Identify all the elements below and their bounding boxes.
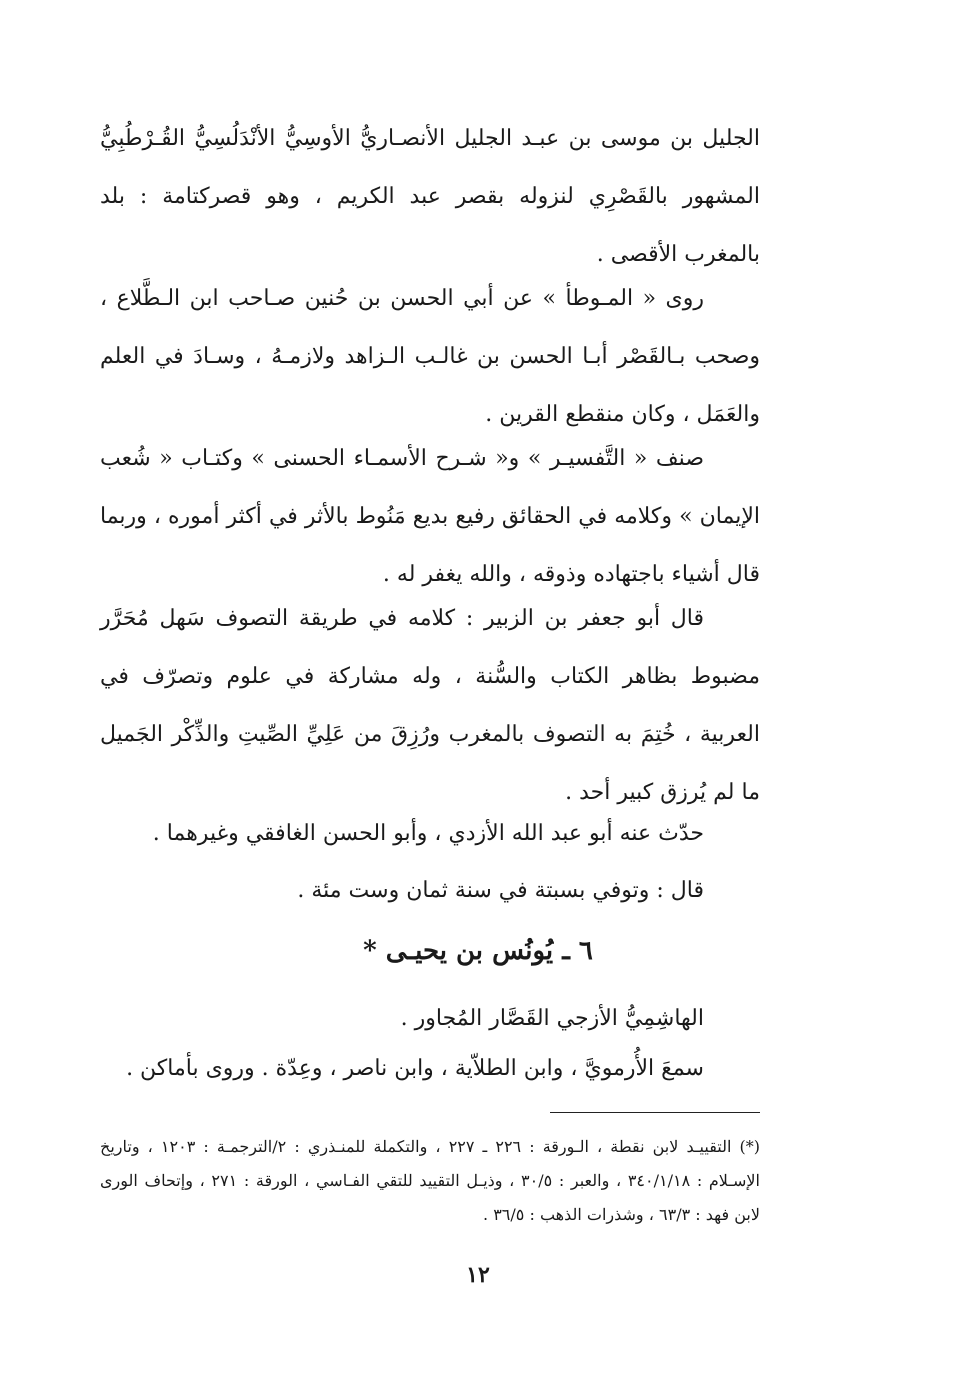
paragraph-works: صنف « التَّفسيـر » و« شـرح الأسمـاء الحسنى » وكتـاب « شُعب الإيمان » وكلامه في الحقائق رفيع بديع مَنُوط بالأثر في أكثر أموره ، وربما قال أشياء باجتهاده وذوقه ، والله يغفر له . xyxy=(100,446,760,587)
footnote-divider xyxy=(550,1112,760,1113)
paragraph-students: حدّث عنه أبو عبد الله الأزدي ، وأبو الحسن الغافقي وغيرهما . xyxy=(152,821,704,846)
entry-heading: ٦ ـ يُونُس بن يحيـى * xyxy=(363,936,593,966)
paragraph-lineage: الجليل بن موسى بن عبـد الجليل الأنصـاريُّ الأوسِيُّ الأنْدَلُسِيُّ القُـرْطُبِيُّ المشهور بالقَصْرِي لنزوله بقصر عبد الكريم ، وهو قصركتامة : بلد بالمغرب الأقصى . xyxy=(100,126,760,267)
footnote: (*) التقييـد لابن نقطة ، الـورقة : ٢٢٦ ـ ٢٢٧ ، والتكملة للمنـذري : ٢/الترجمـة : ١٢٠٣ ، وتاريخ الإسـلام : ٣٤٠/١/١٨ ، والعبر : ٣٠/٥ ، وذيـل التقييد للتقي الفـاسي ، الورقة : ٢٧١ ، وإتحاف الورى لابن فهد : ٦٣/٣ ، وشذرات الذهب : ٣٦/٥ . xyxy=(100,1137,761,1224)
paragraph-quote: قال أبو جعفر بن الزبير : كلامه في طريقة التصوف سَهل مُحَرَّر مضبوط بظاهر الكتاب والسُّنة ، وله مشاركة في علوم وتصرّف في العربية ، خُتِمَ به التصوف بالمغرب ورُزِقَ من عَلِيِّ الصِّيتِ والذِّكْر الجَميل ما لم يُرزق كبير أحد . xyxy=(100,606,760,805)
page-number: ١٢ xyxy=(466,1262,490,1288)
paragraph-nisba: الهاشِمِيُّ الأزجي القَصَّار المُجاور . xyxy=(400,1006,704,1031)
paragraph-death: قال : وتوفي بسبتة في سنة ثمان وست مئة . xyxy=(297,878,704,903)
paragraph-hearing: سمعَ الأُرمويَّ ، وابن الطلاّية ، وابن ناصر ، وعِدّة . وروى بأماكن . xyxy=(126,1056,704,1081)
paragraph-narration: روى « المـوطأ » عن أبي الحسن بن حُنين صـاحب ابن الـطَّلاع ، وصحب بـالقَصْر أبـا الحسن بن غالـب الـزاهد ولازمـهُ ، وسـادَ في العلم والعَمَل ، وكان منقطع القرين . xyxy=(100,286,760,427)
